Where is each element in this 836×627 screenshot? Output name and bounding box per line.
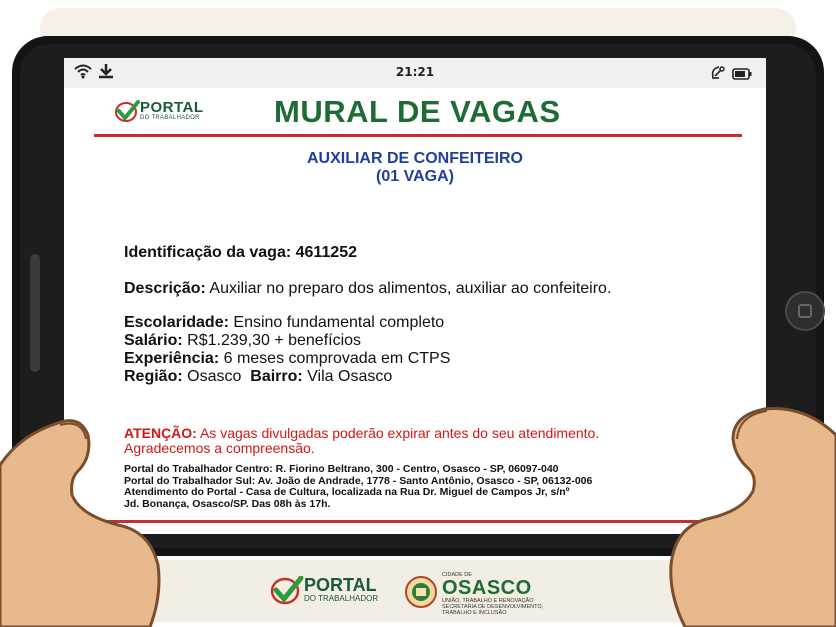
salary-value: R$1.239,30 + benefícios [187,332,362,349]
footer-portal-title: PORTAL [304,575,377,595]
page-title: MURAL DE VAGAS [274,94,561,129]
osasco-dept-1: SECRETARIA DE DESENVOLVIMENTO, [442,604,544,610]
status-right-icons [710,64,752,84]
job-title-count: (01 VAGA) [376,168,454,185]
region-label: Região: [124,368,183,385]
experience-line [124,350,724,368]
address-line: Atendimento do Portal - Casa de Cultura, localizada na Rua Dr. Miguel de Campos Jr, s/nº [124,486,570,498]
description-line [124,280,724,298]
portal-logo [114,100,204,128]
experience-label: Experiência: [124,350,220,367]
osasco-dept-2: TRABALHO E INCLUSÃO [442,610,507,616]
status-time: 21:21 [395,65,435,79]
notice-text: As vagas divulgadas poderão expirar antes do seu atendimento. [199,425,600,441]
job-title [64,150,766,186]
job-id-label: Identificação da vaga: [124,244,292,261]
portal-logo-title: PORTAL [140,99,204,116]
address-line: Jd. Bonança, Osasco/SP. Das 08h às 17h. [124,497,331,510]
right-hand [615,395,836,627]
region-value: Osasco [187,368,242,385]
salary-label: Salário: [124,332,183,349]
home-button[interactable] [785,291,825,331]
education-value: Ensino fundamental completo [233,314,445,331]
address-line: Portal do Trabalhador Sul: Av. João de Andrade, 1778 - Santo Antônio, Osasco - SP, 06132-006 [124,474,593,487]
battery-icon [732,65,752,84]
salary-line [124,332,724,350]
osasco-motto: UNIÃO, TRABALHO E RENOVAÇÃO [442,598,534,604]
osasco-seal-icon [404,575,438,613]
job-title-name: AUXILIAR DE CONFEITEIRO [306,150,523,167]
checkmark-logo-icon [270,576,304,610]
footer-portal-text [304,576,378,603]
header-divider [94,134,742,137]
job-id-value: 4611252 [295,244,358,261]
portal-logo-text [140,100,204,121]
description-value: Auxiliar no preparo dos alimentos, auxiliar ao confeiteiro. [209,280,612,297]
osasco-text [442,572,543,616]
footer-portal-logo [270,576,378,610]
experience-value: 6 meses comprovada em CTPS [223,350,451,367]
tablet-side-slot [30,254,40,372]
district-label: Bairro: [250,368,303,385]
job-id-line [124,244,724,262]
portal-logo-subtitle: DO TRABALHADOR [140,115,200,121]
satellite-icon [710,64,726,84]
notice-line2: Agradecemos a compreensão. [124,440,315,456]
address-line: Portal do Trabalhador Centro: R. Fiorino Beltrano, 300 - Centro, Osasco - SP, 06097-040 [124,463,559,475]
osasco-name: OSASCO [442,577,532,599]
header [64,92,766,136]
footer-osasco-logo [404,572,543,616]
education-line [124,314,724,332]
education-label: Escolaridade: [124,314,229,331]
footer-portal-subtitle: DO TRABALHADOR [304,594,379,603]
job-details [124,244,724,386]
home-button-icon [798,304,812,318]
notice-label: ATENÇÃO: [124,425,197,441]
description-label: Descrição: [124,280,206,297]
region-line [124,368,724,386]
checkmark-logo-icon [114,100,140,128]
osasco-top: CIDADE DE [442,572,472,578]
status-bar [64,58,766,88]
district-value: Vila Osasco [307,368,393,385]
left-hand [0,405,190,627]
